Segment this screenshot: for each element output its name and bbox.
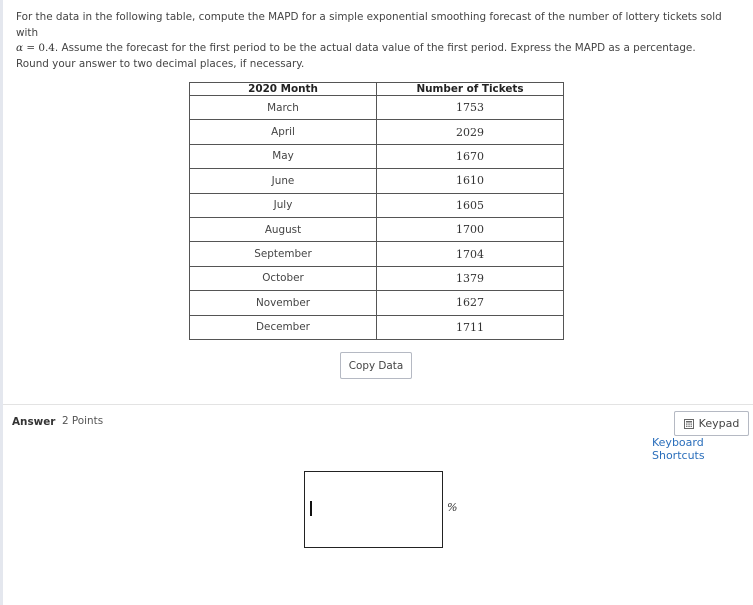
month-cell: October [190, 266, 377, 290]
question-line2: . Assume the forecast for the first period to be the actual data value of the first period. Express the MAPD as a percentage. Round your answer to two decimal places, if necessary. [16, 42, 696, 70]
tickets-cell: 1670 [377, 144, 564, 168]
month-cell: April [190, 120, 377, 144]
tickets-cell: 1700 [377, 217, 564, 241]
answer-label: Answer [12, 416, 56, 428]
section-divider [3, 404, 753, 405]
alpha-value: 0.4 [38, 42, 55, 54]
month-cell: August [190, 217, 377, 241]
tickets-cell: 1610 [377, 169, 564, 193]
alpha-symbol: α [16, 42, 24, 54]
text-caret [310, 501, 312, 516]
tickets-cell: 1379 [377, 266, 564, 290]
tickets-cell: 2029 [377, 120, 564, 144]
table-row [190, 144, 564, 168]
question-line1: For the data in the following table, compute the MAPD for a simple exponential smoothing forecast of the number of lottery tickets sold with [16, 11, 722, 39]
tickets-cell: 1627 [377, 291, 564, 315]
left-rule [0, 0, 3, 605]
copy-data-button[interactable]: Copy Data [340, 352, 412, 379]
table-row [190, 242, 564, 266]
question-text [16, 10, 728, 72]
tickets-cell: 1605 [377, 193, 564, 217]
table-row [190, 266, 564, 290]
equals-sign: = [26, 42, 36, 54]
keypad-label: Keypad [698, 417, 740, 430]
keypad-button[interactable] [674, 411, 749, 436]
table-row [190, 315, 564, 339]
table-row [190, 291, 564, 315]
table-row [190, 96, 564, 120]
month-cell: June [190, 169, 377, 193]
month-cell: November [190, 291, 377, 315]
header-tickets: Number of Tickets [377, 83, 564, 96]
month-cell: July [190, 193, 377, 217]
month-cell: December [190, 315, 377, 339]
month-cell: September [190, 242, 377, 266]
keypad-icon [684, 419, 694, 429]
keyboard-shortcuts-link[interactable]: Keyboard Shortcuts [652, 436, 705, 462]
table-row [190, 120, 564, 144]
month-cell: March [190, 96, 377, 120]
header-month: 2020 Month [190, 83, 377, 96]
table-row [190, 217, 564, 241]
tickets-cell: 1753 [377, 96, 564, 120]
tickets-cell: 1711 [377, 315, 564, 339]
answer-input[interactable] [304, 471, 443, 548]
percent-unit: % [447, 501, 458, 514]
table-header-row [190, 83, 564, 96]
data-table [189, 82, 564, 340]
month-cell: May [190, 144, 377, 168]
table-row [190, 193, 564, 217]
answer-points: 2 Points [62, 415, 104, 427]
tickets-cell: 1704 [377, 242, 564, 266]
table-row [190, 169, 564, 193]
